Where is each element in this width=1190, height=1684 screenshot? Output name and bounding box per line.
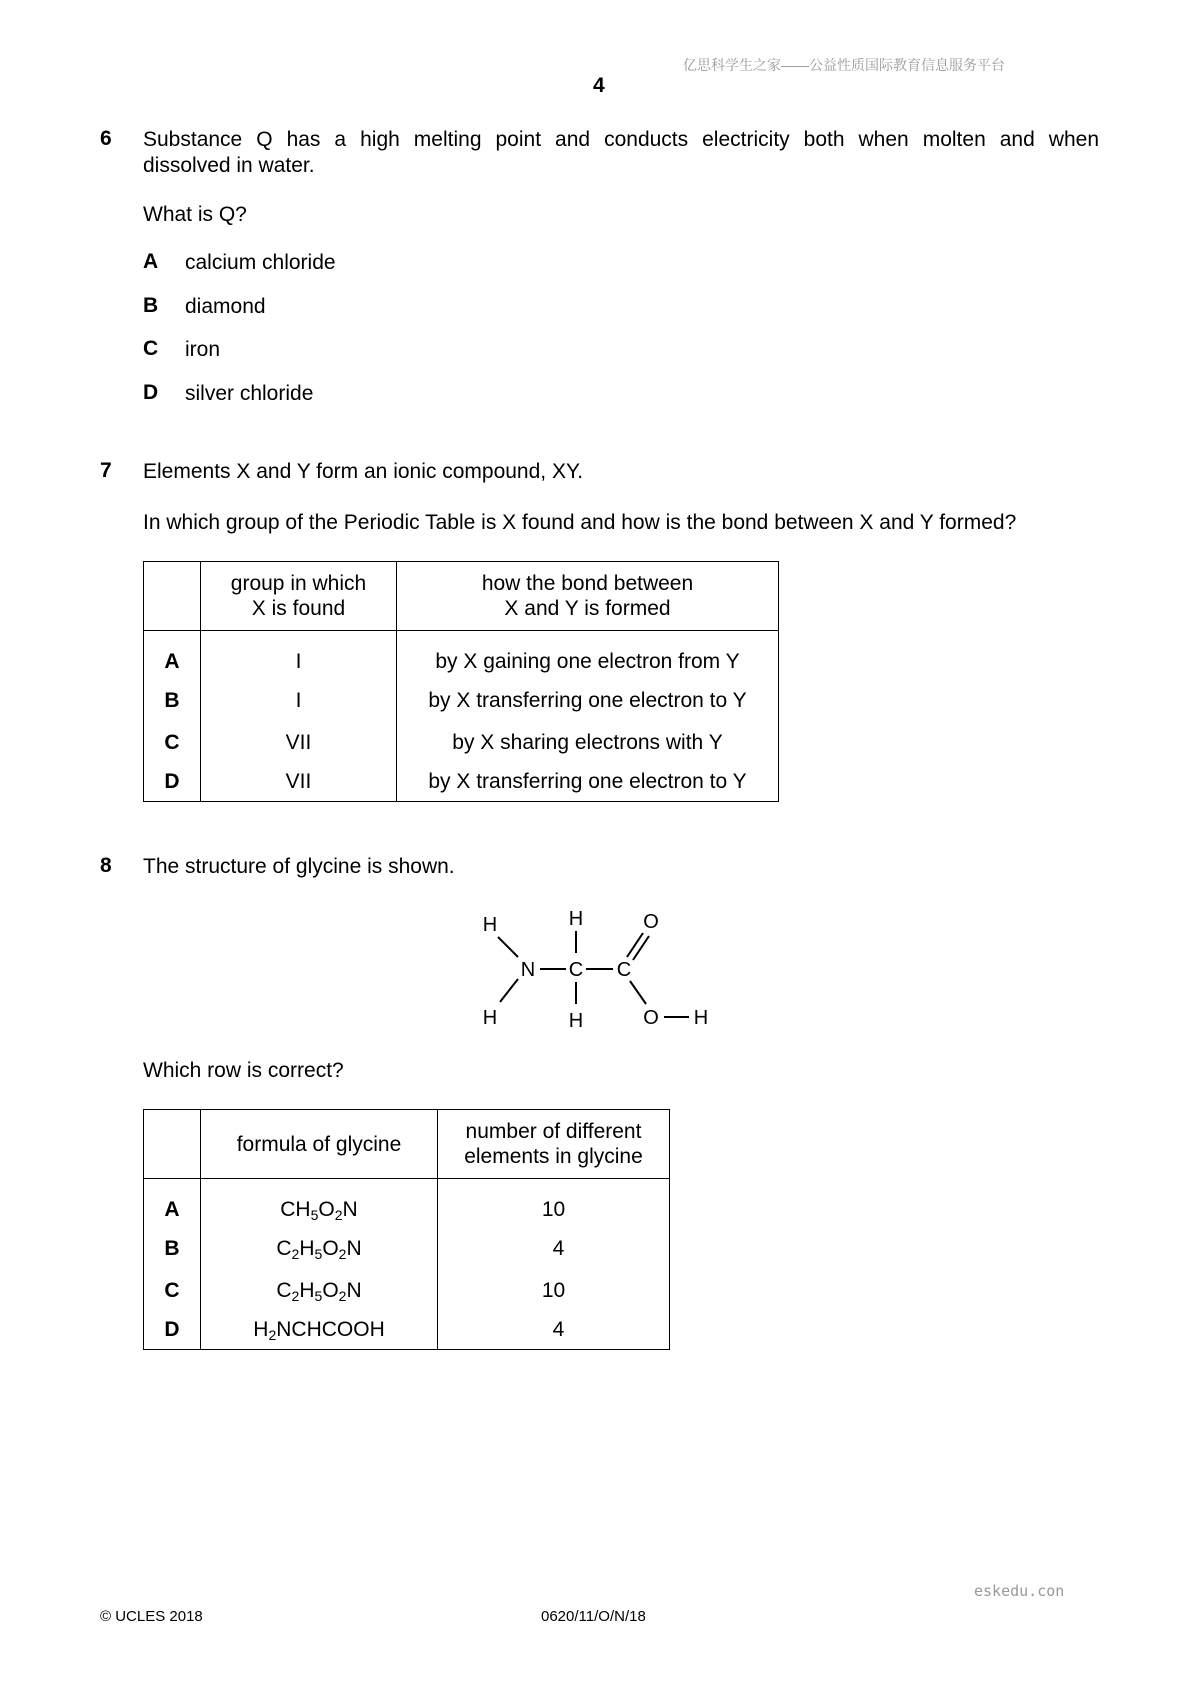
question-8-prompt: Which row is correct? [143,1059,344,1082]
row-number: 4 [438,1312,670,1350]
row-letter: B [144,680,201,722]
question-7-prompt: In which group of the Periodic Table is X found and how is the bond between X and Y formed? [143,511,1017,534]
glycine-structure-diagram [470,900,720,1040]
header-line: formula of glycine [236,1132,402,1156]
row-letter: A [144,631,201,680]
table-row[interactable] [144,680,779,722]
header-group [201,562,397,631]
header-line: group in which [230,572,367,595]
table-row[interactable] [144,764,779,802]
atom-o-single: O [643,1007,659,1029]
atom-h-bottomleft: H [482,1007,498,1029]
row-bond: by X transferring one electron to Y [397,764,779,802]
row-letter: D [144,764,201,802]
row-formula: $C_2H_5O_2N$ [201,1228,438,1270]
option-text: silver chloride [185,382,314,405]
table-row[interactable] [144,1270,670,1312]
option-letter: D [143,381,159,404]
row-group: I [201,631,397,680]
row-letter: C [144,1270,201,1312]
header-line: X is found [251,597,346,620]
footer-code: 0620/11/O/N/18 [541,1608,646,1625]
atom-o-double: O [643,911,659,933]
row-letter: A [144,1179,201,1228]
table-row[interactable] [144,1179,670,1228]
option-text: calcium chloride [185,251,336,274]
row-formula: $H_2NCHCOOH$ [201,1312,438,1350]
question-8-number: 8 [100,854,112,877]
row-letter: C [144,722,201,764]
row-bond: by X transferring one electron to Y [397,680,779,722]
option-text: iron [185,338,221,361]
header-line: number of different [465,1120,642,1143]
atom-h-topleft: H [482,914,498,936]
row-number: 4 [438,1228,670,1270]
header-blank-cell [144,562,201,631]
question-6-number: 6 [100,127,112,150]
row-letter: D [144,1312,201,1350]
question-8-stem: The structure of glycine is shown. [143,855,455,878]
question-6-stem-line2: dissolved in water. [143,154,315,177]
row-group: I [201,680,397,722]
atom-c-alpha: C [568,959,584,981]
table-row[interactable] [144,1312,670,1350]
row-group: VII [201,722,397,764]
header-line: elements in glycine [464,1145,643,1168]
atom-h-hydroxyl: H [693,1007,709,1029]
question-7-table [143,561,779,802]
row-bond: by X gaining one electron from Y [397,631,779,680]
atom-h-bottom: H [568,1010,584,1032]
question-6-prompt: What is Q? [143,203,247,226]
question-8-table [143,1109,670,1350]
table-row[interactable] [144,722,779,764]
option-letter: A [143,250,159,273]
atom-n: N [520,959,536,981]
header-watermark: 亿思科学生之家——公益性质国际教育信息服务平台 [683,57,1005,73]
question-6-stem-line1: Substance Q has a high melting point and conducts electricity both when molten and when [143,128,1099,151]
option-text: diamond [185,295,266,318]
row-letter: B [144,1228,201,1270]
row-formula: $CH_5O_2N$ [201,1179,438,1228]
header-blank-cell [144,1110,201,1179]
row-number: 10 [438,1270,670,1312]
question-7-number: 7 [100,459,112,482]
option-letter: C [143,337,159,360]
footer-copyright: © UCLES 2018 [100,1608,203,1625]
header-line: X and Y is formed [504,597,671,620]
header-number [438,1110,670,1179]
option-letter: B [143,294,159,317]
atom-h-top: H [568,908,584,930]
table-row[interactable] [144,631,779,680]
row-group: VII [201,764,397,802]
header-line: how the bond between [481,572,694,595]
question-7-stem: Elements X and Y form an ionic compound, XY. [143,460,584,483]
row-bond: by X sharing electrons with Y [397,722,779,764]
atom-c-carboxyl: C [616,959,632,981]
row-formula: $C_2H_5O_2N$ [201,1270,438,1312]
footer-site: eskedu.con [974,1582,1065,1600]
row-number: 10 [438,1179,670,1228]
table-row[interactable] [144,1228,670,1270]
page-number: 4 [593,74,605,97]
header-formula [201,1110,438,1179]
header-bond [397,562,779,631]
